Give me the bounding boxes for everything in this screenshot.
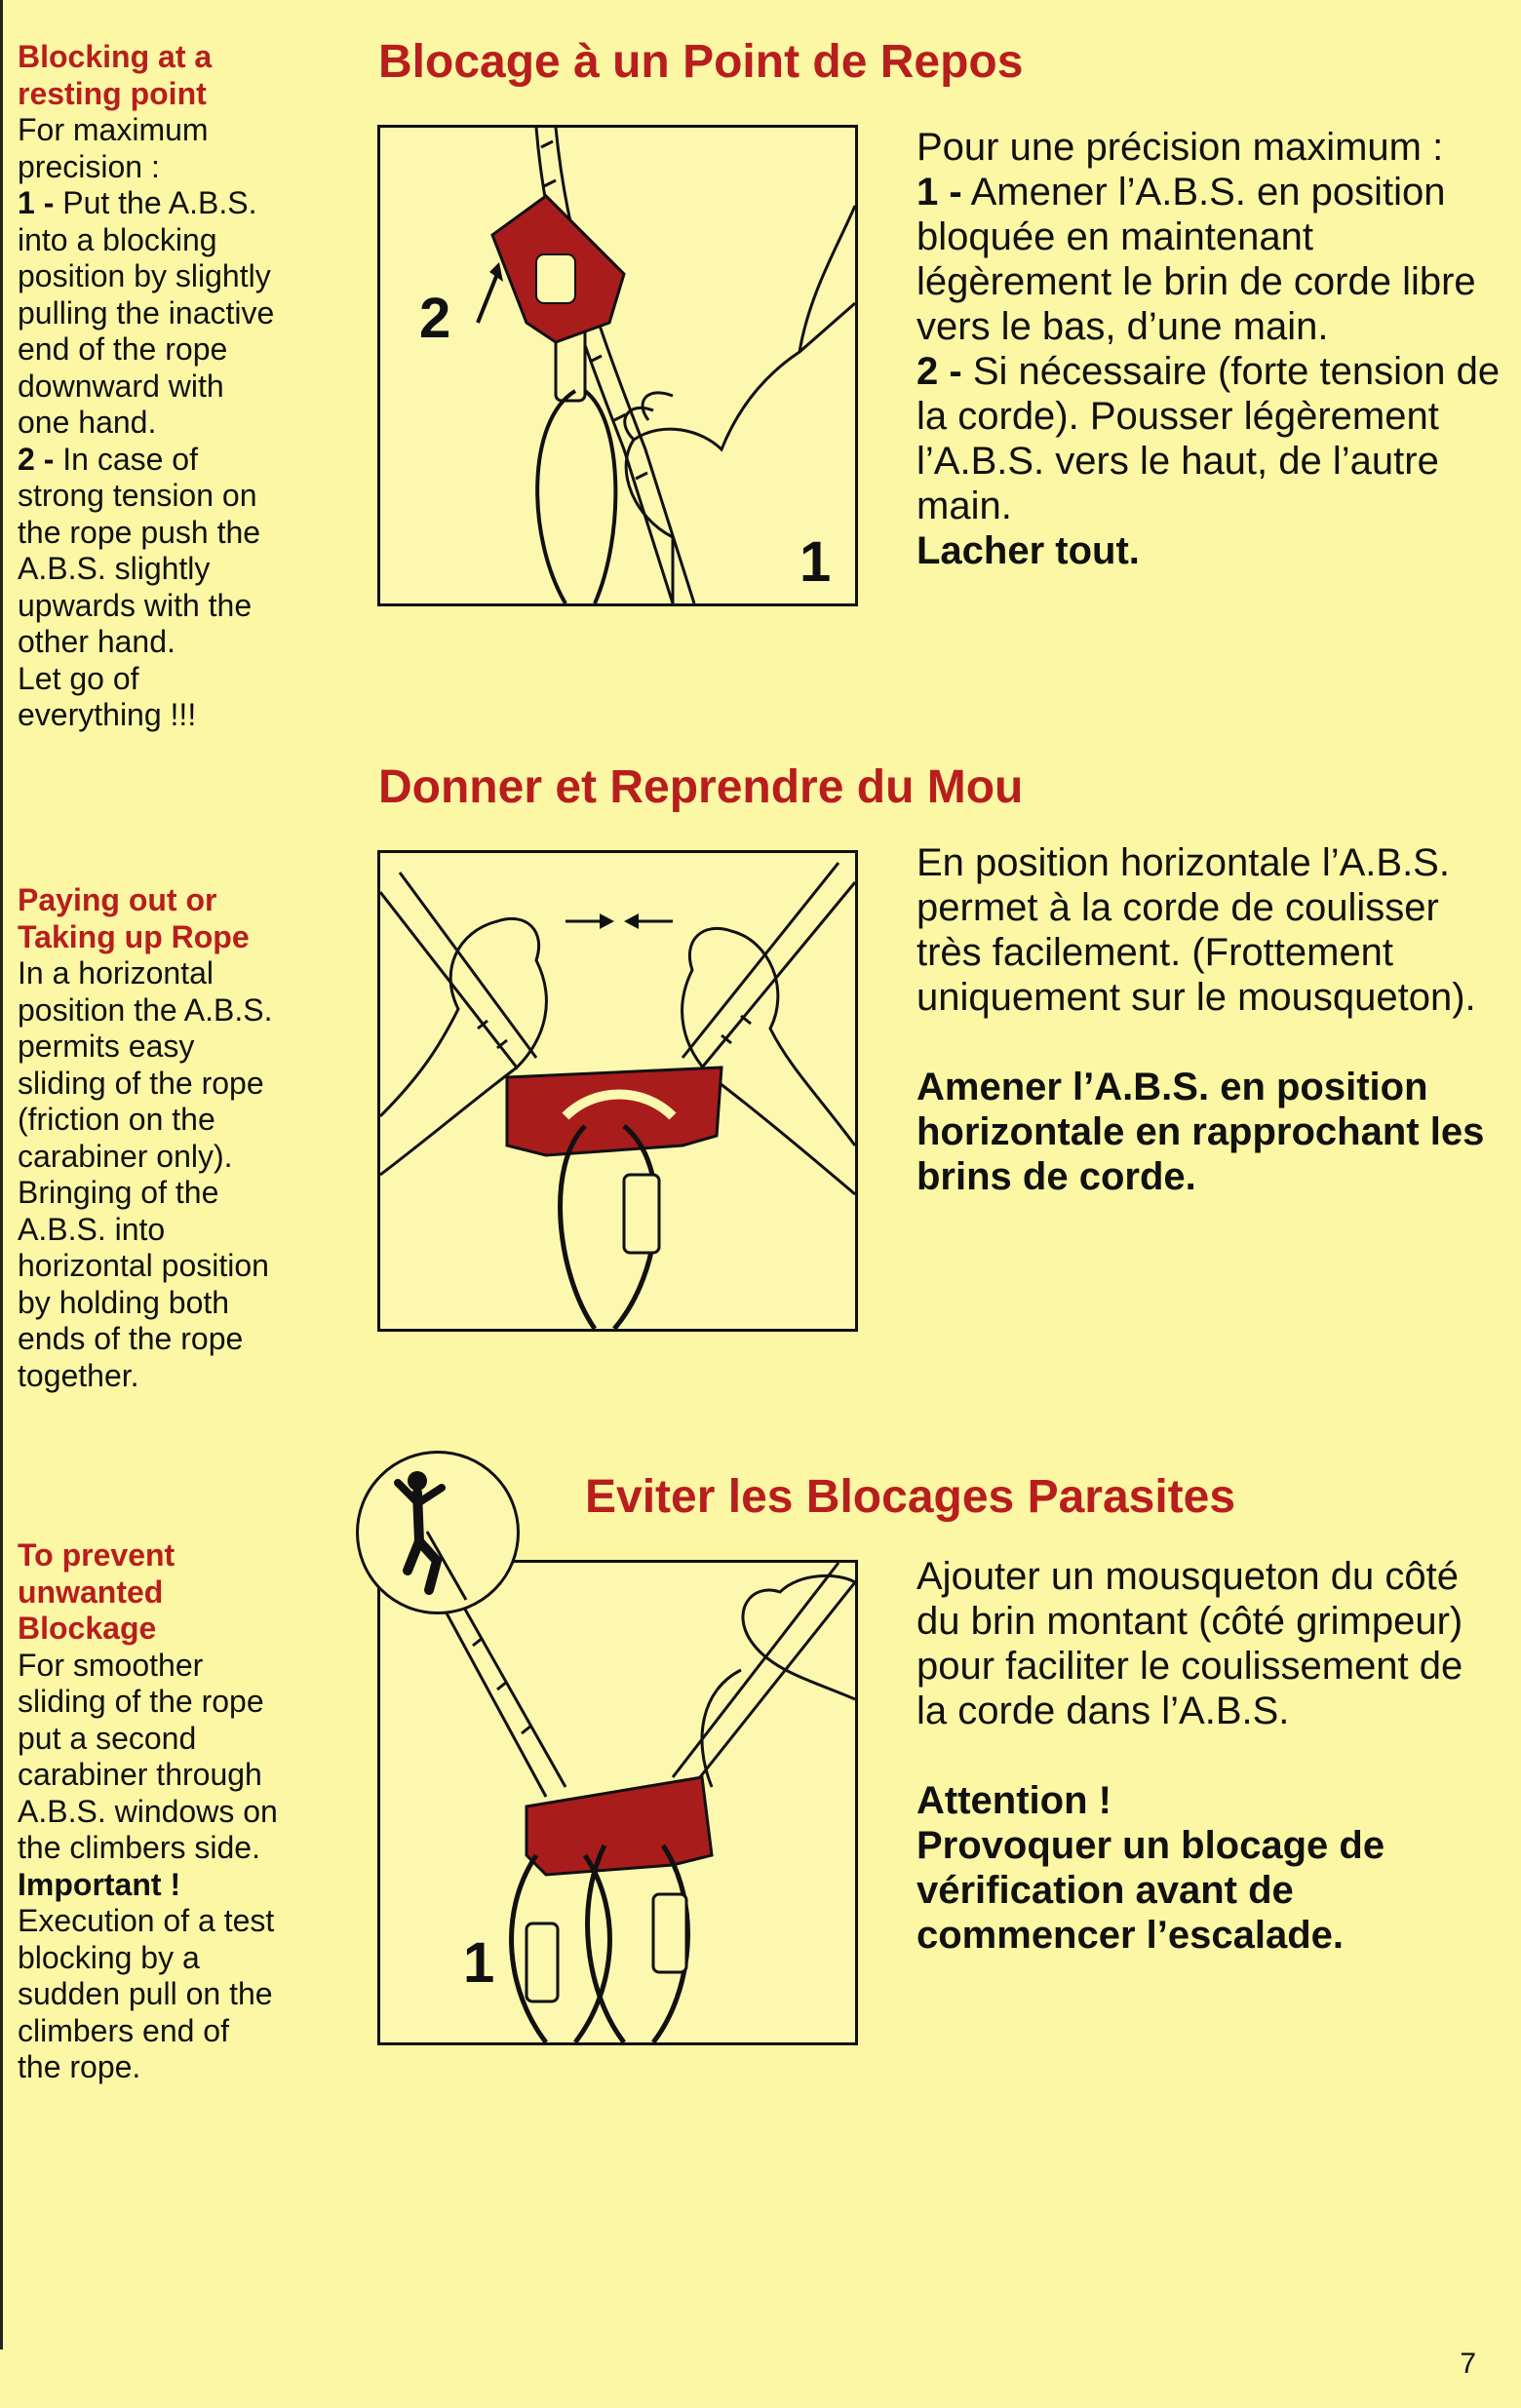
english-heading-paying-out: Paying out or Taking up Rope <box>18 882 250 954</box>
section1-step-1-number: 1 - <box>916 171 962 214</box>
english-section-paying-out <box>18 882 281 1394</box>
english-heading-prevent-blockage: To prevent unwanted Blockage <box>18 1537 176 1646</box>
section1-step-1-text: Amener l’A.B.S. en position bloquée en maintenant légèrement le brin de corde libre vers le bas, d’une main. <box>916 171 1476 348</box>
illustration-label-1-section3: 1 <box>463 1931 495 1995</box>
english-paying-out-text-1: In a horizontal position the A.B.S. permits easy sliding of the rope (friction on the carabiner only). <box>18 955 273 1174</box>
illustration-paying-out <box>377 850 858 1332</box>
section2-bold-instruction: Amener l’A.B.S. en position horizontale en rapprochant les brins de corde. <box>916 1066 1485 1198</box>
section3-description: Ajouter un mousqueton du côté du brin montant (côté grimpeur) pour faciliter le coulissement de la corde dans l’A.B.S. <box>916 1555 1463 1732</box>
english-step-2 <box>18 442 281 661</box>
english-step-2-text: In case of strong tension on the rope push the A.B.S. slightly upwards with the other hand. <box>18 441 261 659</box>
section2-text <box>916 840 1502 1199</box>
english-section-prevent-blockage <box>18 1537 281 2086</box>
illustration-prevent-blockage <box>377 1560 858 2045</box>
page-edge-line <box>0 0 3 2350</box>
english-step-1 <box>18 185 281 442</box>
arrow-up-icon <box>478 274 497 323</box>
section1-step-2-text: Si nécessaire (forte tension de la corde). Pousser légèrement l’A.B.S. vers le haut, de l’autre main. <box>916 350 1501 527</box>
english-section-resting-point <box>18 39 281 734</box>
english-let-go: Let go of everything !!! <box>18 660 197 732</box>
page-number: 7 <box>1460 2348 1476 2380</box>
section1-text <box>916 125 1502 573</box>
section1-final: Lacher tout. <box>916 529 1140 572</box>
section-title-eviter: Eviter les Blocages Parasites <box>585 1471 1236 1523</box>
illustration-label-2: 2 <box>419 287 451 350</box>
section-title-blocage: Blocage à un Point de Repos <box>378 36 1024 88</box>
english-paying-out-text-2: Bringing of the A.B.S. into horizontal position by holding both ends of the rope together. <box>18 1175 269 1393</box>
english-heading-resting-point: Blocking at a resting point <box>18 39 213 111</box>
arrows-inward-icon <box>566 913 673 929</box>
english-step-2-number: 2 - <box>18 441 55 477</box>
illustration-resting-point <box>377 125 858 606</box>
section1-intro: Pour une précision maximum : <box>916 126 1444 169</box>
section3-bold-instruction: Provoquer un blocage de vérification avant de commencer l’escalade. <box>916 1824 1385 1957</box>
english-important <box>18 1867 281 1904</box>
section-title-donner: Donner et Reprendre du Mou <box>378 761 1024 813</box>
english-important-text: Execution of a test blocking by a sudden pull on the climbers end of the rope. <box>18 1903 275 2084</box>
english-prevent-text: For smoother sliding of the rope put a second carabiner through A.B.S. windows on the climbers side. <box>18 1647 278 1865</box>
english-step-1-number: 1 - <box>18 185 55 220</box>
english-intro: For maximum precision : <box>18 112 209 184</box>
illustration-label-1: 1 <box>800 530 832 594</box>
english-important-label: Important ! <box>18 1866 181 1902</box>
section1-step-1 <box>916 170 1502 349</box>
section1-step-2 <box>916 349 1502 528</box>
section2-description: En position horizontale l’A.B.S. permet à la corde de coulisser très facilement. (Frottement uniquement sur le mousqueton). <box>916 841 1476 1019</box>
section3-attention: Attention ! <box>916 1779 1112 1822</box>
climber-icon <box>356 1451 520 1614</box>
section1-step-2-number: 2 - <box>916 350 962 393</box>
english-step-1-text: Put the A.B.S. into a blocking position by slightly pulling the inactive end of the rope downward with one hand. <box>18 185 275 440</box>
section3-text <box>916 1554 1502 1958</box>
